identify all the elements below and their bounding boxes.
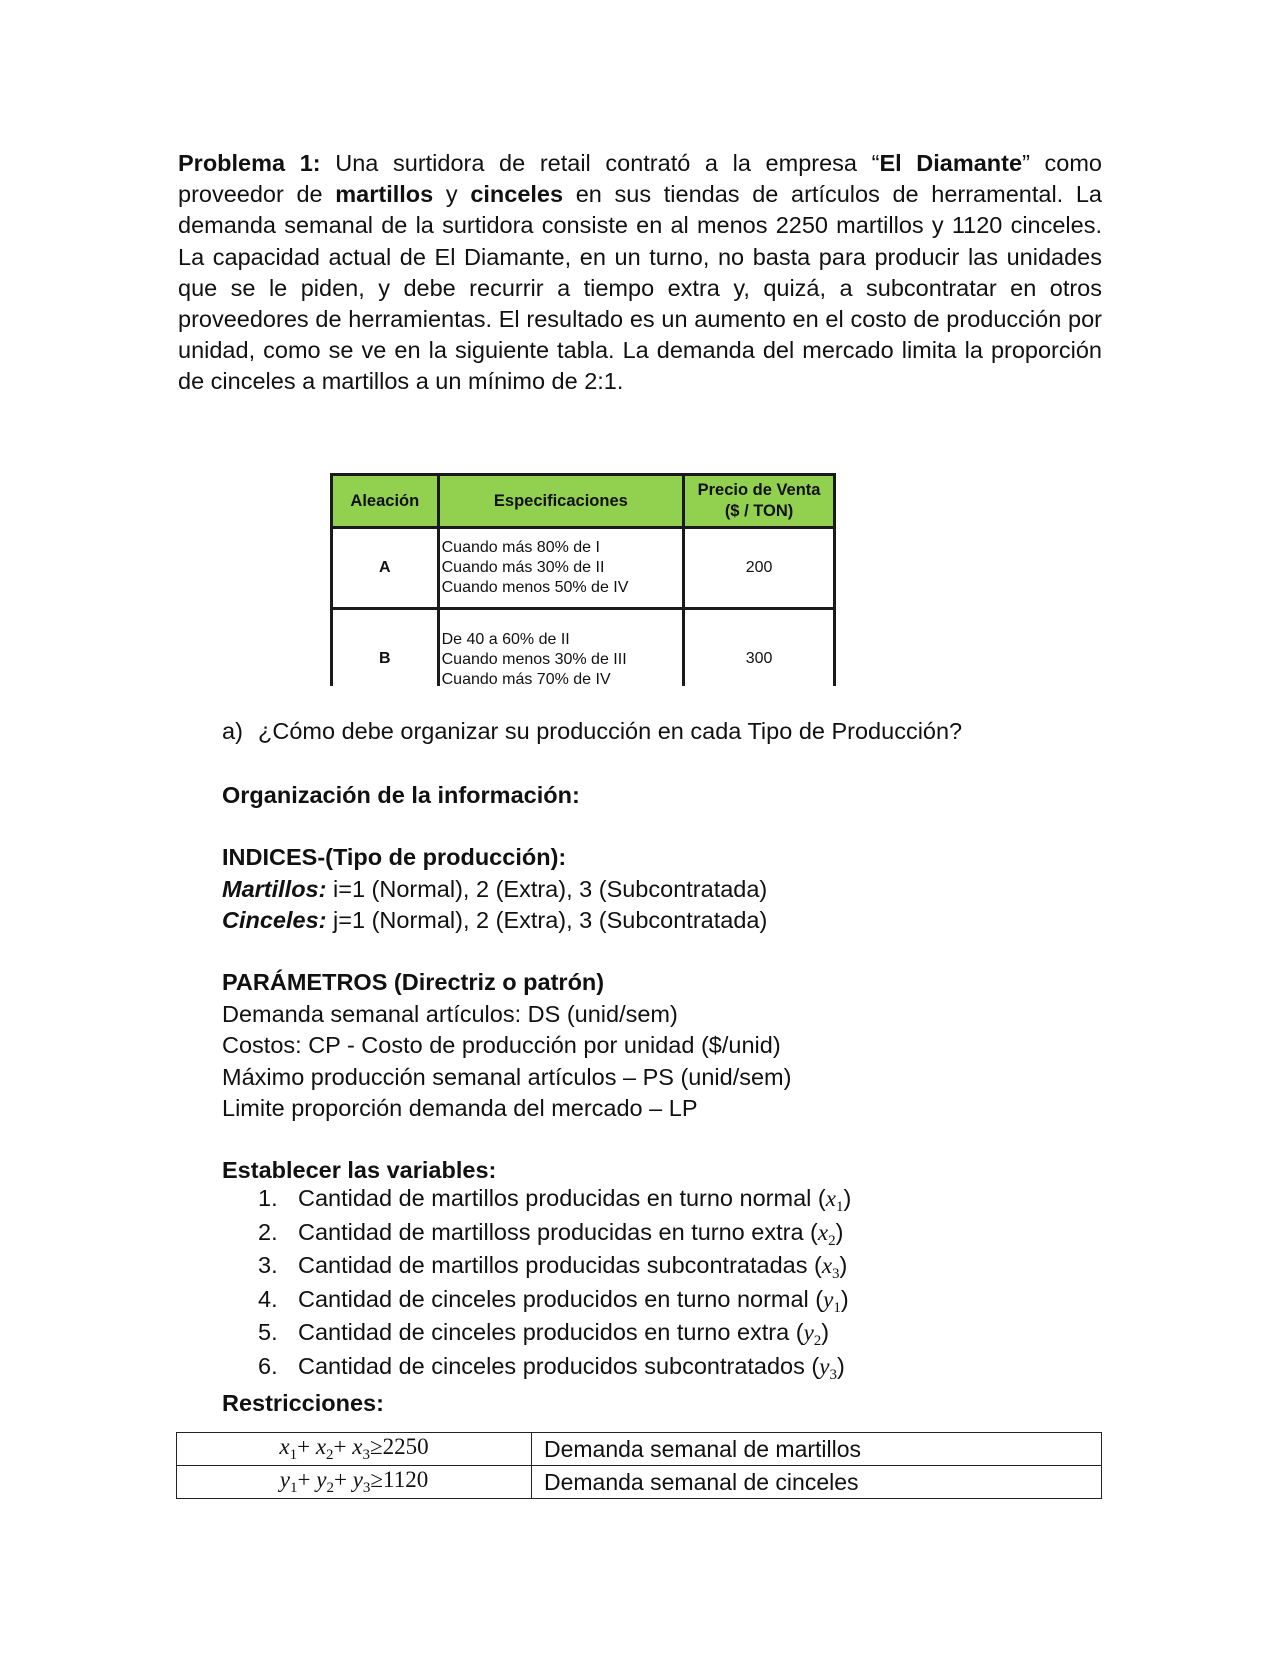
restriction-expression: [177, 1466, 532, 1499]
var-letter: x: [279, 1434, 290, 1459]
item-text: Cantidad de cinceles producidos subcontratados (: [298, 1352, 820, 1379]
chisels-text: j=1 (Normal), 2 (Extra), 3 (Subcontratada): [326, 907, 768, 933]
relation-sign: ≥: [370, 1434, 383, 1459]
alloy-name: B: [332, 609, 439, 687]
var-sub: 1: [290, 1480, 298, 1496]
indices-heading: INDICES-(Tipo de producción):: [222, 844, 567, 870]
item-close: ): [839, 1252, 848, 1278]
intro-text-4: en sus tiendas de artículos de herramental. La demanda semanal de la surtidora consiste en al menos 2250 martillos y 1120 cinceles. La capacidad actual de El Diamante, en un turno, no basta para producir las unidades que se le piden, y debe recurrir a tiempo extra y, quizá, a subcontratar en otros proveedores de herramientas. El resultado es un aumento en el costo de producción por unidad, como se ve en la siguiente tabla. La demanda del mercado limita la proporción de cinceles a martillos a un mínimo de 2:1.: [178, 181, 1102, 395]
variables-heading: Establecer las variables:: [222, 1157, 497, 1183]
item-text: Cantidad de martillos producidas en turno normal (: [298, 1185, 826, 1211]
math-variable: [825, 1186, 844, 1215]
item-text: Cantidad de martilloss producidas en turno extra (: [298, 1218, 818, 1245]
relation-sign: ≥: [370, 1467, 384, 1492]
list-item: [258, 1216, 851, 1250]
alloy-specs: [438, 528, 683, 609]
org-heading: Organización de la información:: [222, 782, 580, 808]
var-letter: y: [352, 1467, 363, 1492]
item-number: 1.: [258, 1185, 278, 1211]
var-letter: x: [825, 1186, 836, 1211]
var-letter: x: [315, 1434, 327, 1459]
spec-line: Cuando menos 30% de III: [441, 651, 627, 668]
header-alloy: Aleación: [332, 475, 439, 528]
var-sub: 2: [326, 1447, 334, 1463]
spec-line: Cuando más 30% de II: [441, 559, 605, 576]
rhs-value: 2250: [382, 1434, 429, 1459]
var-sub: 1: [833, 1299, 841, 1316]
hammers-label: Martillos:: [222, 876, 327, 902]
item-text: Cantidad de cinceles producidos en turno extra (: [298, 1319, 804, 1345]
list-item: [258, 1350, 851, 1384]
restrictions-heading: Restricciones:: [222, 1390, 384, 1416]
plus-sign: +: [297, 1467, 311, 1492]
var-letter: y: [803, 1320, 814, 1345]
var-sub: 3: [362, 1447, 370, 1463]
restriction-description: Demanda semanal de cinceles: [532, 1466, 1102, 1499]
list-item: [258, 1249, 851, 1283]
spec-line: Cuando más 70% de IV: [441, 671, 611, 686]
item-close: ): [835, 1218, 844, 1245]
restriction-expression: [177, 1433, 532, 1466]
parameter-line: Limite proporción demanda del mercado – LP: [222, 1095, 698, 1121]
table-row: [177, 1466, 1102, 1499]
list-item: [258, 1316, 851, 1350]
var-letter: y: [823, 1286, 834, 1312]
item-text: Cantidad de cinceles producidos en turno normal (: [298, 1285, 824, 1312]
plus-sign: +: [333, 1434, 347, 1459]
question-number: a): [222, 718, 243, 744]
var-letter: x: [817, 1219, 829, 1245]
spec-line: De 40 a 60% de II: [441, 631, 570, 648]
item-text: Cantidad de martillos producidas subcontratadas (: [298, 1252, 822, 1278]
var-sub: 3: [362, 1480, 371, 1496]
parameter-line: Demanda semanal artículos: DS (unid/sem): [222, 1001, 678, 1027]
var-sub: 3: [829, 1366, 837, 1383]
math-variable: [823, 1286, 841, 1316]
intro-text-2: ” como proveedor de: [178, 150, 1102, 208]
problem-statement: [178, 148, 1102, 398]
alloy-header-row: [332, 475, 835, 528]
indices-hammers: [222, 876, 767, 903]
chisels-label: Cinceles:: [222, 907, 327, 933]
table-row: [332, 528, 835, 609]
alloy-specs: [438, 609, 683, 687]
intro-text-3: y: [433, 181, 471, 208]
indices-chisels: [222, 907, 767, 934]
rhs-value: 1120: [383, 1467, 429, 1492]
math-variable: [803, 1320, 822, 1349]
var-letter: y: [279, 1467, 291, 1492]
parameter-line: Costos: CP - Costo de producción por unidad ($/unid): [222, 1032, 781, 1058]
header-price: [684, 475, 835, 528]
alloy-table: [330, 473, 836, 686]
plus-sign: +: [333, 1467, 347, 1492]
var-sub: 3: [832, 1266, 840, 1282]
spec-line: Cuando más 80% de I: [441, 539, 600, 556]
var-letter: x: [821, 1253, 833, 1278]
var-letter: y: [819, 1353, 830, 1379]
question-a: [222, 718, 962, 745]
product-hammers: martillos: [335, 181, 434, 208]
math-variable: [817, 1219, 836, 1249]
list-item: [258, 1182, 851, 1216]
var-letter: y: [316, 1467, 327, 1492]
item-number: 5.: [258, 1319, 278, 1345]
item-number: 2.: [258, 1218, 278, 1245]
var-sub: 2: [813, 1333, 822, 1349]
problem-label: Problema 1:: [178, 150, 321, 176]
math-variable: [821, 1253, 840, 1282]
math-variable: [819, 1353, 837, 1383]
item-close: ): [843, 1185, 852, 1211]
alloy-price: 300: [684, 609, 835, 687]
header-specs: Especificaciones: [438, 475, 683, 528]
question-text: ¿Cómo debe organizar su producción en cada Tipo de Producción?: [258, 718, 963, 744]
list-item: [258, 1283, 851, 1317]
alloy-name: A: [332, 528, 439, 609]
table-row: [177, 1433, 1102, 1466]
table-row: [332, 609, 835, 687]
item-number: 3.: [258, 1252, 278, 1278]
restrictions-table: [176, 1432, 1102, 1499]
var-sub: 1: [835, 1199, 844, 1215]
var-sub: 2: [326, 1480, 334, 1496]
item-close: ): [840, 1285, 849, 1312]
plus-sign: +: [297, 1434, 311, 1459]
header-price-line2: ($ / TON): [724, 502, 794, 520]
variables-list: [258, 1182, 851, 1383]
parameter-line: Máximo producción semanal artículos – PS (unid/sem): [222, 1064, 792, 1090]
parameters-heading: PARÁMETROS (Directriz o patrón): [222, 969, 605, 995]
item-number: 4.: [258, 1285, 278, 1312]
intro-text-1: Una surtidora de retail contrató a la empresa “: [320, 150, 880, 176]
item-number: 6.: [258, 1352, 278, 1379]
company-name: El Diamante: [879, 150, 1023, 176]
alloy-price: 200: [684, 528, 835, 609]
var-letter: x: [352, 1434, 363, 1459]
spec-line: Cuando menos 50% de IV: [441, 579, 629, 596]
item-close: ): [821, 1319, 830, 1345]
var-sub: 1: [289, 1447, 298, 1463]
product-chisels: cinceles: [470, 181, 564, 208]
hammers-text: i=1 (Normal), 2 (Extra), 3 (Subcontratada): [326, 876, 768, 902]
item-close: ): [836, 1352, 845, 1379]
var-sub: 2: [828, 1232, 836, 1249]
header-price-line1: Precio de Venta: [697, 481, 821, 499]
alloy-table-image: [330, 473, 836, 686]
restriction-description: Demanda semanal de martillos: [532, 1433, 1102, 1466]
